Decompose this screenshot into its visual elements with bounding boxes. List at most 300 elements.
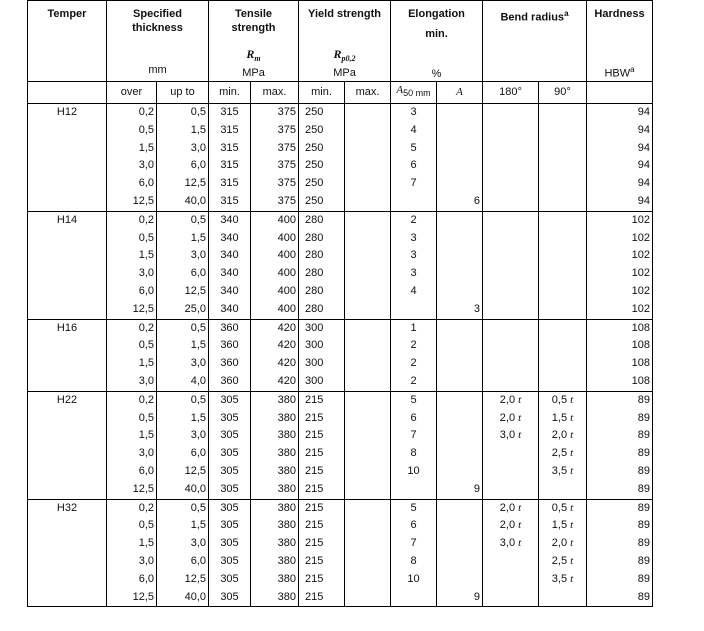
table-row: [28, 247, 653, 265]
table-row: [28, 211, 653, 229]
header-bend-footnote: a: [564, 9, 569, 18]
cell-a50: [391, 481, 437, 499]
cell-yield-min: 215: [299, 571, 345, 589]
cell-hardness: 89: [587, 410, 653, 428]
cell-a50: 10: [391, 571, 437, 589]
cell-yield-min: 215: [299, 427, 345, 445]
cell-a50: 5: [391, 140, 437, 158]
temper-cell: [28, 535, 107, 553]
header-bend-radius: [483, 1, 587, 82]
cell-yield-max: [345, 337, 391, 355]
table-row: [28, 589, 653, 607]
cell-tensile-max: 400: [251, 211, 299, 229]
cell-tensile-max: 380: [251, 391, 299, 409]
cell-bend-180: [483, 230, 539, 248]
symbol-rp: R: [333, 47, 342, 61]
cell-hardness: 89: [587, 571, 653, 589]
table-row: [28, 535, 653, 553]
cell-a: [437, 265, 483, 283]
symbol-rm: R: [246, 47, 255, 61]
cell-tensile-max: 400: [251, 283, 299, 301]
subheader-yield-max: max.: [345, 82, 391, 104]
subheader-hardness-blank: [587, 82, 653, 104]
cell-over: 12,5: [107, 589, 157, 607]
subheader-up-to: up to: [157, 82, 209, 104]
cell-a50: 3: [391, 104, 437, 122]
cell-hardness: 94: [587, 157, 653, 175]
header-elongation-min: min.: [425, 28, 448, 40]
cell-hardness: 94: [587, 175, 653, 193]
cell-over: 0,2: [107, 104, 157, 122]
cell-bend-90: [539, 319, 587, 337]
cell-tensile-max: 375: [251, 193, 299, 211]
cell-bend-180: 2,0 t: [483, 517, 539, 535]
cell-yield-max: [345, 230, 391, 248]
cell-up-to: 0,5: [157, 319, 209, 337]
cell-bend-180: [483, 140, 539, 158]
cell-up-to: 3,0: [157, 140, 209, 158]
cell-bend-180: 2,0 t: [483, 391, 539, 409]
cell-yield-min: 250: [299, 140, 345, 158]
cell-bend-90: [539, 175, 587, 193]
table-row: [28, 445, 653, 463]
table-row: [28, 427, 653, 445]
cell-tensile-max: 380: [251, 499, 299, 517]
cell-bend-180: [483, 553, 539, 571]
header-hardness-text: Hardness: [594, 8, 645, 20]
cell-yield-min: 215: [299, 535, 345, 553]
unit-hbw: HBW: [604, 67, 631, 80]
cell-up-to: 12,5: [157, 463, 209, 481]
cell-a50: 5: [391, 499, 437, 517]
header-thickness: [107, 1, 209, 82]
cell-bend-90: [539, 122, 587, 140]
cell-bend-180: 2,0 t: [483, 410, 539, 428]
cell-a: [437, 319, 483, 337]
cell-a: [437, 283, 483, 301]
cell-up-to: 3,0: [157, 427, 209, 445]
cell-bend-180: [483, 283, 539, 301]
cell-over: 0,2: [107, 319, 157, 337]
symbol-rp-sub: p0,2: [341, 54, 356, 64]
subheader-tensile-max: max.: [251, 82, 299, 104]
cell-hardness: 94: [587, 140, 653, 158]
temper-cell: [28, 373, 107, 391]
cell-tensile-max: 420: [251, 319, 299, 337]
cell-hardness: 102: [587, 230, 653, 248]
cell-a50: 7: [391, 535, 437, 553]
cell-bend-180: [483, 175, 539, 193]
cell-a50: 4: [391, 283, 437, 301]
cell-up-to: 1,5: [157, 122, 209, 140]
cell-hardness: 102: [587, 247, 653, 265]
cell-yield-min: 215: [299, 517, 345, 535]
cell-yield-max: [345, 391, 391, 409]
cell-yield-max: [345, 157, 391, 175]
cell-tensile-min: 305: [209, 410, 251, 428]
cell-tensile-min: 315: [209, 193, 251, 211]
cell-a: 9: [437, 589, 483, 607]
cell-yield-min: 280: [299, 301, 345, 319]
cell-bend-90: [539, 193, 587, 211]
cell-bend-180: [483, 571, 539, 589]
table-row: [28, 230, 653, 248]
cell-hardness: 89: [587, 445, 653, 463]
cell-hardness: 102: [587, 265, 653, 283]
cell-bend-90: 3,5 t: [539, 571, 587, 589]
cell-a: [437, 337, 483, 355]
cell-tensile-min: 305: [209, 571, 251, 589]
cell-a: [437, 535, 483, 553]
cell-tensile-max: 400: [251, 265, 299, 283]
cell-over: 0,2: [107, 211, 157, 229]
cell-hardness: 108: [587, 355, 653, 373]
subheader-yield-min: min.: [299, 82, 345, 104]
cell-over: 6,0: [107, 283, 157, 301]
cell-a50: 8: [391, 553, 437, 571]
cell-tensile-min: 315: [209, 157, 251, 175]
cell-yield-min: 280: [299, 283, 345, 301]
cell-over: 0,5: [107, 230, 157, 248]
cell-yield-max: [345, 410, 391, 428]
cell-yield-min: 250: [299, 175, 345, 193]
subheader-a-sym: A: [456, 85, 463, 98]
cell-tensile-min: 340: [209, 283, 251, 301]
cell-a50: 3: [391, 265, 437, 283]
cell-over: 6,0: [107, 463, 157, 481]
cell-hardness: 94: [587, 122, 653, 140]
cell-tensile-max: 420: [251, 337, 299, 355]
cell-up-to: 12,5: [157, 175, 209, 193]
temper-cell: [28, 283, 107, 301]
cell-hardness: 102: [587, 283, 653, 301]
cell-tensile-min: 305: [209, 463, 251, 481]
temper-cell: [28, 481, 107, 499]
cell-bend-90: 1,5 t: [539, 410, 587, 428]
cell-bend-90: 2,0 t: [539, 427, 587, 445]
cell-a: [437, 517, 483, 535]
cell-up-to: 0,5: [157, 391, 209, 409]
temper-cell: H32: [28, 499, 107, 517]
header-temper-text: Temper: [47, 8, 87, 20]
cell-yield-min: 215: [299, 481, 345, 499]
cell-bend-90: [539, 157, 587, 175]
table-row: [28, 301, 653, 319]
cell-a50: 6: [391, 410, 437, 428]
cell-up-to: 1,5: [157, 337, 209, 355]
cell-a50: 5: [391, 391, 437, 409]
cell-a: 6: [437, 193, 483, 211]
header-bend-text: Bend radius: [500, 11, 565, 24]
cell-a: [437, 427, 483, 445]
temper-cell: [28, 157, 107, 175]
cell-bend-90: [539, 337, 587, 355]
cell-bend-180: 3,0 t: [483, 535, 539, 553]
unit-mpa-tensile: MPa: [242, 67, 265, 80]
cell-tensile-min: 315: [209, 140, 251, 158]
temper-cell: [28, 571, 107, 589]
cell-bend-90: [539, 230, 587, 248]
cell-a50: 2: [391, 355, 437, 373]
cell-bend-180: 2,0 t: [483, 499, 539, 517]
cell-yield-max: [345, 517, 391, 535]
cell-tensile-max: 420: [251, 355, 299, 373]
cell-tensile-min: 315: [209, 175, 251, 193]
cell-tensile-max: 380: [251, 427, 299, 445]
cell-tensile-max: 375: [251, 122, 299, 140]
cell-hardness: 89: [587, 553, 653, 571]
subheader-90: 90°: [539, 82, 587, 104]
temper-cell: [28, 553, 107, 571]
cell-bend-180: [483, 301, 539, 319]
cell-tensile-max: 380: [251, 463, 299, 481]
cell-tensile-max: 375: [251, 104, 299, 122]
header-tensile-line1: Tensile: [234, 8, 273, 20]
cell-tensile-max: 375: [251, 157, 299, 175]
cell-up-to: 0,5: [157, 104, 209, 122]
cell-tensile-max: 400: [251, 230, 299, 248]
cell-hardness: 89: [587, 391, 653, 409]
header-thickness-line2: thickness: [132, 22, 183, 34]
cell-bend-180: [483, 463, 539, 481]
table-row: [28, 319, 653, 337]
cell-yield-max: [345, 553, 391, 571]
cell-bend-90: 2,0 t: [539, 535, 587, 553]
cell-tensile-max: 380: [251, 517, 299, 535]
cell-bend-180: [483, 589, 539, 607]
cell-a: [437, 410, 483, 428]
cell-tensile-min: 305: [209, 535, 251, 553]
cell-tensile-max: 380: [251, 410, 299, 428]
cell-hardness: 108: [587, 373, 653, 391]
cell-a: [437, 463, 483, 481]
header-temper: [28, 1, 107, 82]
cell-tensile-min: 305: [209, 553, 251, 571]
subheader-a50-sub: 50 mm: [403, 88, 431, 99]
temper-cell: [28, 193, 107, 211]
cell-hardness: 102: [587, 211, 653, 229]
cell-yield-min: 300: [299, 373, 345, 391]
cell-yield-min: 250: [299, 122, 345, 140]
cell-yield-min: 280: [299, 230, 345, 248]
cell-yield-min: 215: [299, 445, 345, 463]
cell-bend-180: [483, 481, 539, 499]
header-elongation-text: Elongation: [408, 8, 465, 20]
cell-a50: 10: [391, 463, 437, 481]
table-row: [28, 410, 653, 428]
cell-over: 0,5: [107, 337, 157, 355]
cell-a: [437, 391, 483, 409]
table-row: [28, 499, 653, 517]
temper-cell: [28, 410, 107, 428]
cell-yield-min: 215: [299, 463, 345, 481]
cell-tensile-min: 360: [209, 319, 251, 337]
cell-over: 3,0: [107, 373, 157, 391]
cell-tensile-max: 375: [251, 175, 299, 193]
cell-up-to: 40,0: [157, 193, 209, 211]
cell-up-to: 0,5: [157, 211, 209, 229]
cell-tensile-min: 340: [209, 265, 251, 283]
cell-yield-min: 250: [299, 104, 345, 122]
cell-bend-90: 0,5 t: [539, 499, 587, 517]
cell-over: 3,0: [107, 157, 157, 175]
cell-yield-max: [345, 265, 391, 283]
cell-yield-min: 250: [299, 193, 345, 211]
table-row: [28, 157, 653, 175]
cell-yield-min: 215: [299, 589, 345, 607]
cell-a50: [391, 193, 437, 211]
cell-yield-max: [345, 319, 391, 337]
cell-bend-90: [539, 140, 587, 158]
cell-tensile-max: 380: [251, 535, 299, 553]
cell-yield-max: [345, 175, 391, 193]
table-row: [28, 355, 653, 373]
cell-yield-max: [345, 140, 391, 158]
cell-up-to: 12,5: [157, 571, 209, 589]
cell-a: 9: [437, 481, 483, 499]
cell-yield-min: 280: [299, 211, 345, 229]
cell-up-to: 25,0: [157, 301, 209, 319]
cell-bend-180: [483, 193, 539, 211]
cell-hardness: 89: [587, 535, 653, 553]
cell-yield-min: 250: [299, 157, 345, 175]
cell-a50: 2: [391, 373, 437, 391]
cell-bend-180: [483, 211, 539, 229]
cell-yield-max: [345, 193, 391, 211]
header-thickness-line1: Specified: [133, 8, 182, 20]
cell-over: 12,5: [107, 193, 157, 211]
cell-tensile-min: 305: [209, 445, 251, 463]
cell-up-to: 12,5: [157, 283, 209, 301]
table-row: [28, 265, 653, 283]
cell-tensile-max: 400: [251, 301, 299, 319]
cell-tensile-min: 360: [209, 337, 251, 355]
cell-tensile-min: 340: [209, 301, 251, 319]
temper-cell: [28, 301, 107, 319]
cell-yield-max: [345, 445, 391, 463]
cell-bend-90: [539, 373, 587, 391]
cell-bend-90: 3,5 t: [539, 463, 587, 481]
cell-bend-90: [539, 481, 587, 499]
cell-bend-180: [483, 265, 539, 283]
cell-bend-180: [483, 247, 539, 265]
cell-tensile-min: 340: [209, 247, 251, 265]
symbol-rm-sub: m: [254, 54, 261, 64]
cell-tensile-max: 380: [251, 589, 299, 607]
cell-a50: 2: [391, 211, 437, 229]
table-row: [28, 175, 653, 193]
table-row: [28, 571, 653, 589]
temper-cell: [28, 140, 107, 158]
cell-bend-180: [483, 319, 539, 337]
cell-bend-180: [483, 445, 539, 463]
table-row: [28, 391, 653, 409]
cell-up-to: 6,0: [157, 445, 209, 463]
cell-bend-90: [539, 301, 587, 319]
cell-over: 1,5: [107, 140, 157, 158]
properties-table: [27, 0, 653, 607]
cell-tensile-max: 400: [251, 247, 299, 265]
cell-a: [437, 355, 483, 373]
header-hardness: [587, 1, 653, 82]
cell-over: 1,5: [107, 427, 157, 445]
cell-tensile-min: 360: [209, 355, 251, 373]
cell-a: [437, 373, 483, 391]
cell-a50: [391, 589, 437, 607]
temper-cell: [28, 517, 107, 535]
cell-tensile-min: 305: [209, 391, 251, 409]
cell-yield-min: 215: [299, 410, 345, 428]
cell-up-to: 6,0: [157, 553, 209, 571]
cell-over: 12,5: [107, 481, 157, 499]
temper-cell: [28, 337, 107, 355]
cell-a: [437, 230, 483, 248]
cell-up-to: 3,0: [157, 535, 209, 553]
cell-a50: 8: [391, 445, 437, 463]
cell-bend-90: 1,5 t: [539, 517, 587, 535]
cell-tensile-min: 340: [209, 211, 251, 229]
cell-yield-max: [345, 463, 391, 481]
cell-tensile-min: 315: [209, 104, 251, 122]
table-row: [28, 283, 653, 301]
cell-over: 6,0: [107, 175, 157, 193]
cell-hardness: 94: [587, 104, 653, 122]
cell-bend-180: 3,0 t: [483, 427, 539, 445]
cell-tensile-min: 305: [209, 589, 251, 607]
cell-over: 3,0: [107, 445, 157, 463]
cell-up-to: 3,0: [157, 355, 209, 373]
table-row: [28, 481, 653, 499]
cell-up-to: 1,5: [157, 410, 209, 428]
cell-yield-max: [345, 301, 391, 319]
cell-a50: 2: [391, 337, 437, 355]
cell-yield-max: [345, 589, 391, 607]
subheader-tensile-min: min.: [209, 82, 251, 104]
cell-bend-180: [483, 122, 539, 140]
cell-tensile-min: 360: [209, 373, 251, 391]
table-body: [28, 104, 653, 607]
cell-a50: 3: [391, 247, 437, 265]
cell-bend-180: [483, 337, 539, 355]
cell-a: [437, 571, 483, 589]
cell-tensile-min: 305: [209, 517, 251, 535]
temper-cell: H16: [28, 319, 107, 337]
temper-cell: [28, 230, 107, 248]
temper-cell: [28, 463, 107, 481]
cell-bend-90: [539, 104, 587, 122]
cell-yield-max: [345, 535, 391, 553]
temper-cell: H14: [28, 211, 107, 229]
cell-bend-180: [483, 373, 539, 391]
subheader-180: 180°: [483, 82, 539, 104]
temper-cell: H12: [28, 104, 107, 122]
cell-yield-min: 300: [299, 355, 345, 373]
temper-cell: [28, 122, 107, 140]
cell-bend-180: [483, 355, 539, 373]
subheader-over: over: [107, 82, 157, 104]
cell-yield-min: 215: [299, 391, 345, 409]
cell-a: 3: [437, 301, 483, 319]
cell-a50: 6: [391, 517, 437, 535]
cell-yield-max: [345, 104, 391, 122]
unit-percent: %: [431, 68, 442, 80]
cell-over: 1,5: [107, 355, 157, 373]
unit-hbw-footnote: a: [630, 65, 635, 74]
temper-cell: [28, 355, 107, 373]
temper-cell: [28, 427, 107, 445]
cell-tensile-min: 340: [209, 230, 251, 248]
table-row: [28, 122, 653, 140]
